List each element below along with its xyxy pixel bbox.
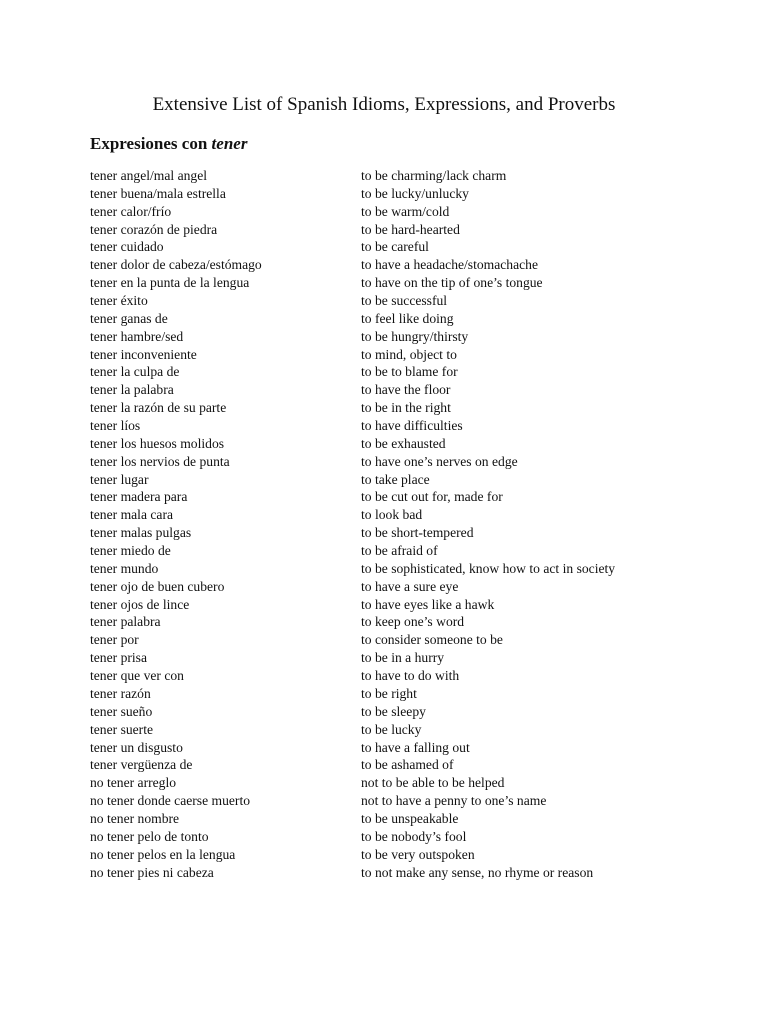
idiom-row	[90, 256, 710, 274]
idiom-row	[90, 185, 710, 203]
idiom-row	[90, 864, 710, 882]
idiom-row	[90, 703, 710, 721]
idiom-row	[90, 399, 710, 417]
english-translation: to have eyes like a hawk	[361, 596, 495, 612]
idiom-row	[90, 846, 710, 864]
english-translation: to be exhausted	[361, 435, 446, 451]
spanish-expression: tener que ver con	[90, 668, 184, 684]
english-translation: to have to do with	[361, 668, 460, 684]
idiom-row	[90, 435, 710, 453]
english-translation: to be unspeakable	[361, 810, 459, 826]
idiom-row	[90, 346, 710, 364]
spanish-expression: tener éxito	[90, 293, 148, 309]
idiom-row	[90, 167, 710, 185]
english-translation: to take place	[361, 471, 430, 487]
english-translation: to be ashamed of	[361, 757, 454, 773]
spanish-expression: tener hambre/sed	[90, 328, 184, 344]
idiom-row	[90, 578, 710, 596]
english-translation: to be right	[361, 685, 417, 701]
english-translation: to be hungry/thirsty	[361, 328, 469, 344]
english-translation: to have a headache/stomachache	[361, 257, 538, 273]
english-translation: to have a sure eye	[361, 578, 459, 594]
spanish-expression: tener prisa	[90, 650, 147, 666]
english-translation: to be charming/lack charm	[361, 168, 507, 183]
english-translation: to have difficulties	[361, 418, 463, 434]
english-translation: to be lucky/unlucky	[361, 185, 469, 201]
idiom-row	[90, 381, 710, 399]
english-translation: to be lucky	[361, 721, 422, 737]
english-translation: to be careful	[361, 239, 429, 255]
spanish-expression: no tener pelo de tonto	[90, 828, 209, 844]
english-translation: to look bad	[361, 507, 423, 523]
idiom-row	[90, 756, 710, 774]
spanish-expression: tener la razón de su parte	[90, 400, 227, 416]
english-translation: to be warm/cold	[361, 203, 450, 219]
idiom-row	[90, 238, 710, 256]
section-heading	[90, 134, 247, 154]
english-translation: to consider someone to be	[361, 632, 503, 648]
idiom-row	[90, 542, 710, 560]
section-heading-text: Expresiones con	[90, 134, 212, 153]
spanish-expression: tener en la punta de la lengua	[90, 275, 250, 291]
idiom-row	[90, 488, 710, 506]
spanish-expression: tener palabra	[90, 614, 161, 630]
english-translation: to be successful	[361, 293, 448, 309]
spanish-expression: tener dolor de cabeza/estómago	[90, 257, 262, 273]
idiom-row	[90, 292, 710, 310]
spanish-expression: tener inconveniente	[90, 346, 197, 362]
spanish-expression: tener cuidado	[90, 239, 164, 255]
idiom-row	[90, 739, 710, 757]
spanish-expression: no tener pies ni cabeza	[90, 864, 214, 880]
spanish-expression: tener ganas de	[90, 310, 168, 326]
spanish-expression: tener un disgusto	[90, 739, 183, 755]
english-translation: to be very outspoken	[361, 846, 475, 862]
idiom-row	[90, 613, 710, 631]
spanish-expression: tener razón	[90, 685, 151, 701]
idiom-row	[90, 203, 710, 221]
spanish-expression: tener los huesos molidos	[90, 435, 225, 451]
english-translation: to keep one’s word	[361, 614, 465, 630]
idiom-row	[90, 453, 710, 471]
english-translation: to be hard-hearted	[361, 221, 460, 237]
spanish-expression: tener ojo de buen cubero	[90, 578, 225, 594]
spanish-expression: tener malas pulgas	[90, 525, 192, 541]
idiom-row	[90, 685, 710, 703]
idiom-row	[90, 506, 710, 524]
english-translation: to be in a hurry	[361, 650, 445, 666]
spanish-expression: tener madera para	[90, 489, 188, 505]
idiom-row	[90, 810, 710, 828]
idiom-row	[90, 328, 710, 346]
idiom-row	[90, 363, 710, 381]
spanish-expression: tener sueño	[90, 703, 153, 719]
english-translation: to have a falling out	[361, 739, 470, 755]
english-translation: to be afraid of	[361, 543, 438, 559]
spanish-expression: tener ojos de lince	[90, 596, 190, 612]
document-title: Extensive List of Spanish Idioms, Expressions, and Proverbs	[152, 94, 616, 115]
spanish-expression: tener miedo de	[90, 543, 171, 559]
spanish-expression: tener corazón de piedra	[90, 221, 218, 237]
idiom-row	[90, 221, 710, 239]
spanish-expression: tener por	[90, 632, 139, 648]
idiom-row	[90, 524, 710, 542]
idiom-row	[90, 274, 710, 292]
english-translation: to feel like doing	[361, 310, 454, 326]
idiom-row	[90, 774, 710, 792]
spanish-expression: tener suerte	[90, 721, 154, 737]
english-translation: to be sleepy	[361, 703, 426, 719]
english-translation: to be nobody’s fool	[361, 828, 467, 844]
idiom-row	[90, 310, 710, 328]
spanish-expression: no tener nombre	[90, 810, 180, 826]
idiom-row	[90, 596, 710, 614]
spanish-expression: tener la culpa de	[90, 364, 180, 380]
spanish-expression: tener mundo	[90, 560, 159, 576]
idiom-row	[90, 721, 710, 739]
spanish-expression: tener lugar	[90, 471, 149, 487]
spanish-expression: tener vergüenza de	[90, 757, 193, 773]
english-translation: to mind, object to	[361, 346, 457, 362]
spanish-expression: tener buena/mala estrella	[90, 185, 226, 201]
spanish-expression: tener los nervios de punta	[90, 453, 230, 469]
spanish-expression: tener mala cara	[90, 507, 174, 523]
english-translation: to be to blame for	[361, 364, 458, 380]
idiom-row	[90, 631, 710, 649]
english-translation: to not make any sense, no rhyme or reason	[361, 864, 594, 880]
spanish-expression: no tener arreglo	[90, 775, 177, 791]
idiom-row	[90, 560, 710, 578]
idiom-row	[90, 792, 710, 810]
idiom-row	[90, 417, 710, 435]
english-translation: to be sophisticated, know how to act in society	[361, 560, 616, 576]
english-translation: to be cut out for, made for	[361, 489, 503, 505]
spanish-expression: tener angel/mal angel	[90, 168, 208, 183]
spanish-expression: tener la palabra	[90, 382, 174, 398]
spanish-expression: no tener donde caerse muerto	[90, 793, 251, 809]
idiom-row	[90, 471, 710, 489]
idiom-list	[90, 167, 710, 881]
spanish-expression: no tener pelos en la lengua	[90, 846, 236, 862]
spanish-expression: tener calor/frío	[90, 203, 172, 219]
english-translation: to have one’s nerves on edge	[361, 453, 518, 469]
english-translation: to have on the tip of one’s tongue	[361, 275, 543, 291]
idiom-row	[90, 828, 710, 846]
english-translation: to have the floor	[361, 382, 451, 398]
english-translation: to be short-tempered	[361, 525, 474, 541]
section-heading-emphasis: tener	[211, 134, 248, 153]
english-translation: not to have a penny to one’s name	[361, 793, 547, 809]
idiom-row	[90, 667, 710, 685]
spanish-expression: tener líos	[90, 418, 141, 434]
english-translation: not to be able to be helped	[361, 775, 505, 791]
idiom-row	[90, 649, 710, 667]
english-translation: to be in the right	[361, 400, 451, 416]
